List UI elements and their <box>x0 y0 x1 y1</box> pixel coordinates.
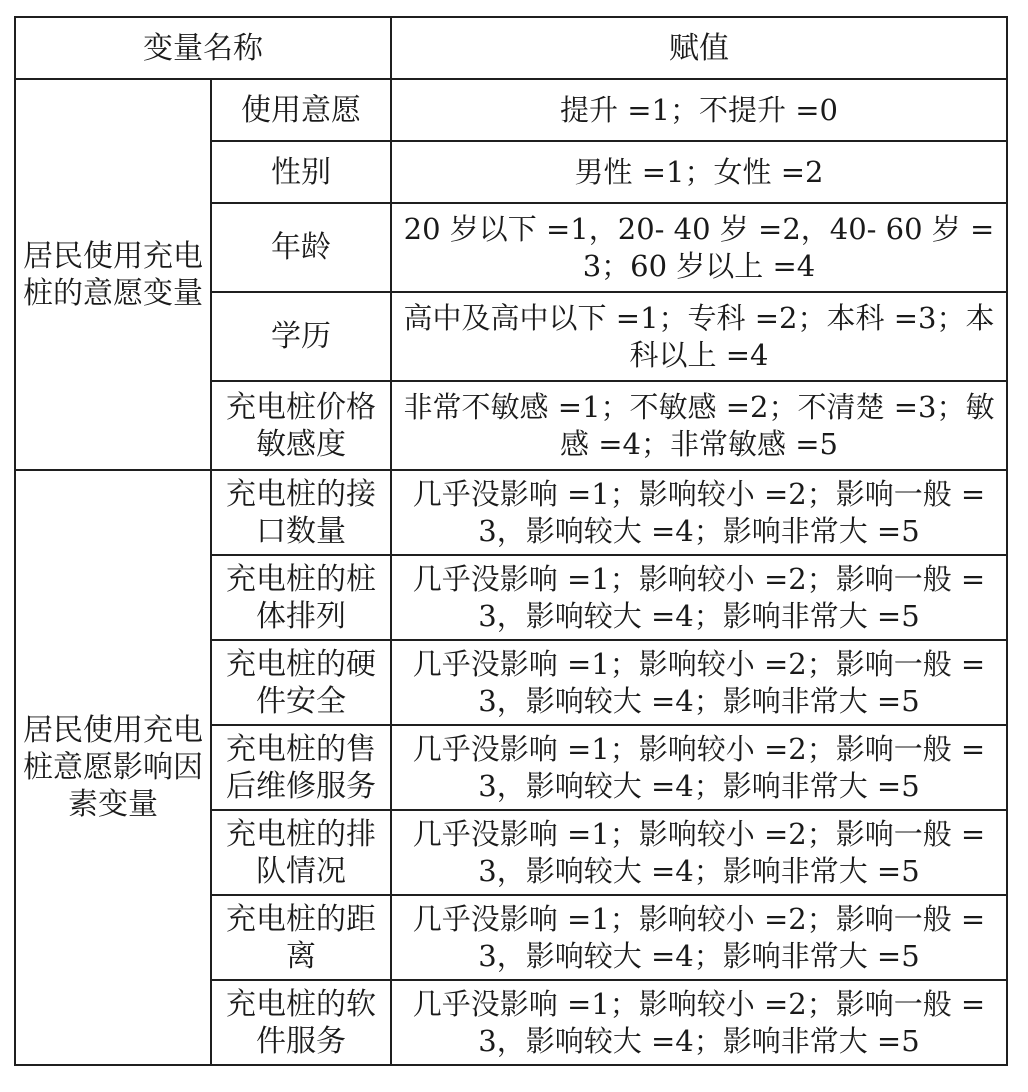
value-cell: 男性 =1；女性 =2 <box>391 141 1007 203</box>
table-row <box>15 470 1007 555</box>
variable-cell: 性别 <box>211 141 391 203</box>
variable-cell: 充电桩的接口数量 <box>211 470 391 555</box>
variable-cell: 充电桩的软件服务 <box>211 980 391 1065</box>
value-cell: 几乎没影响 =1；影响较小 =2；影响一般 =3，影响较大 =4；影响非常大 =5 <box>391 640 1007 725</box>
variable-cell: 充电桩的硬件安全 <box>211 640 391 725</box>
header-assignment: 赋值 <box>391 17 1007 79</box>
value-cell: 几乎没影响 =1；影响较小 =2；影响一般 =3，影响较大 =4；影响非常大 =5 <box>391 895 1007 980</box>
value-cell: 20 岁以下 =1，20- 40 岁 =2，40- 60 岁 =3；60 岁以上 =4 <box>391 203 1007 292</box>
variable-table <box>14 16 1008 1066</box>
group-label: 居民使用充电桩的意愿变量 <box>15 79 211 470</box>
variable-cell: 学历 <box>211 292 391 381</box>
header-variable-name: 变量名称 <box>15 17 391 79</box>
value-cell: 几乎没影响 =1；影响较小 =2；影响一般 =3，影响较大 =4；影响非常大 =5 <box>391 810 1007 895</box>
group-label: 居民使用充电桩意愿影响因素变量 <box>15 470 211 1065</box>
variable-cell: 年龄 <box>211 203 391 292</box>
variable-cell: 使用意愿 <box>211 79 391 141</box>
table-row <box>15 79 1007 141</box>
header-row <box>15 17 1007 79</box>
variable-cell: 充电桩价格敏感度 <box>211 381 391 470</box>
value-cell: 提升 =1；不提升 =0 <box>391 79 1007 141</box>
variable-cell: 充电桩的桩体排列 <box>211 555 391 640</box>
variable-cell: 充电桩的距离 <box>211 895 391 980</box>
variable-cell: 充电桩的售后维修服务 <box>211 725 391 810</box>
value-cell: 几乎没影响 =1；影响较小 =2；影响一般 =3，影响较大 =4；影响非常大 =5 <box>391 725 1007 810</box>
value-cell: 几乎没影响 =1；影响较小 =2；影响一般 =3，影响较大 =4；影响非常大 =5 <box>391 980 1007 1065</box>
value-cell: 几乎没影响 =1；影响较小 =2；影响一般 =3，影响较大 =4；影响非常大 =5 <box>391 470 1007 555</box>
value-cell: 非常不敏感 =1；不敏感 =2；不清楚 =3；敏感 =4；非常敏感 =5 <box>391 381 1007 470</box>
value-cell: 高中及高中以下 =1；专科 =2；本科 =3；本科以上 =4 <box>391 292 1007 381</box>
variable-cell: 充电桩的排队情况 <box>211 810 391 895</box>
value-cell: 几乎没影响 =1；影响较小 =2；影响一般 =3，影响较大 =4；影响非常大 =5 <box>391 555 1007 640</box>
